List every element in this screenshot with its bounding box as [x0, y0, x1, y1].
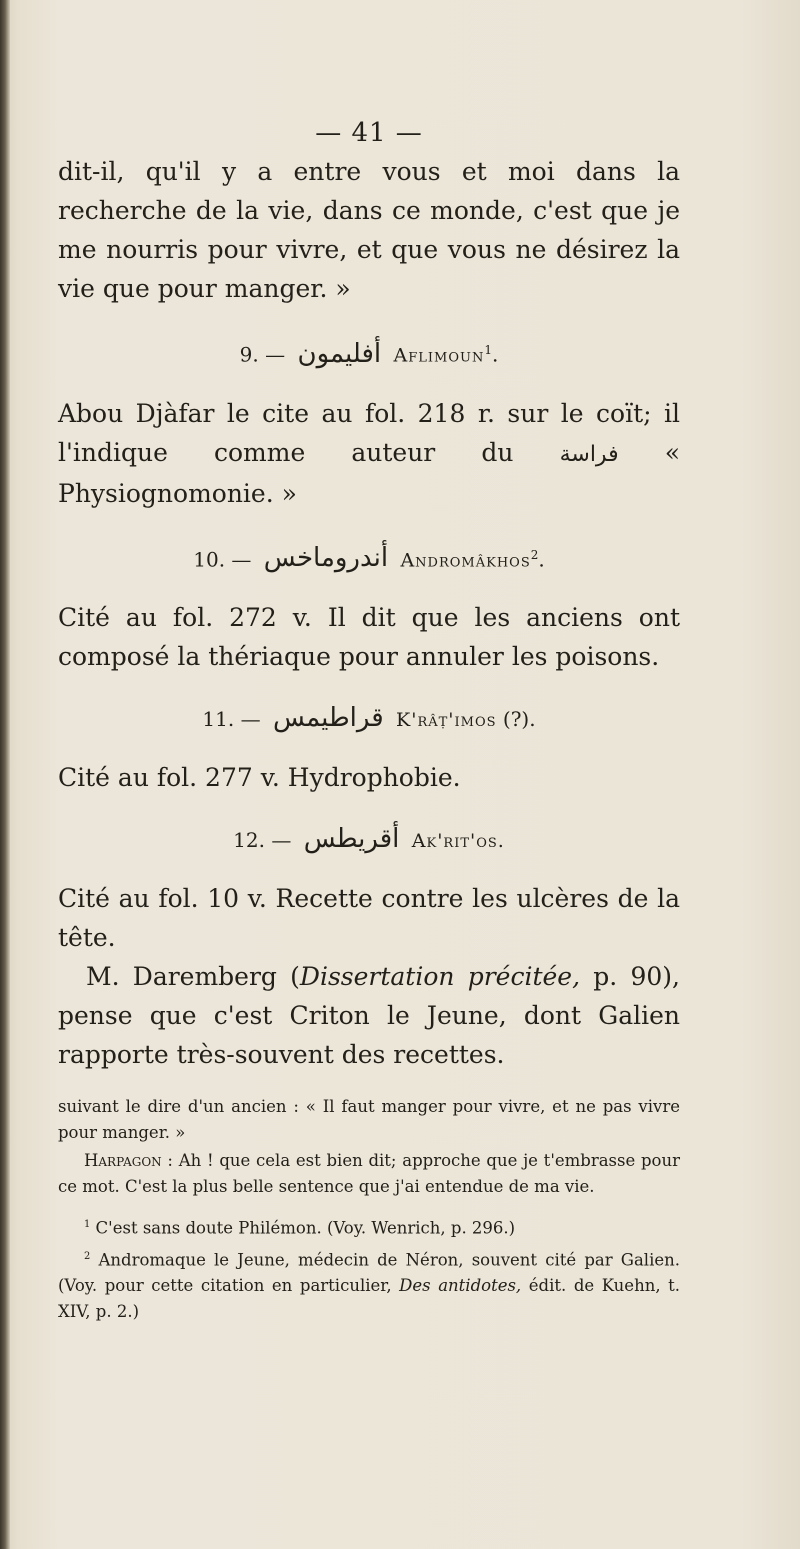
footnote-text: édit. de Kuehn, t. XIV, p. 2.) [58, 1276, 681, 1322]
page-number: — 41 — [315, 118, 423, 148]
footnote-harpagon [58, 1148, 680, 1200]
footnote-text: C'est sans doute Philémon. (Voy. Wenrich, p. 296.) [95, 1218, 516, 1238]
entry-arabic-name: أندروماخس [263, 543, 389, 574]
footnote-continued: suivant le dire d'un ancien : « Il faut manger pour vivre, et ne pas vivre pour manger. » [58, 1097, 680, 1143]
footnote-speaker: Harpagon [84, 1151, 162, 1171]
entry-text-11: Cité au fol. 277 v. Hydrophobie. [58, 763, 461, 793]
entry-arabic-name: أقريطس [303, 824, 400, 855]
entry-transliteration: Andromâkhos [400, 549, 531, 572]
entry-number: 12. — [233, 828, 292, 853]
entry-number: 9. — [239, 342, 286, 367]
entry-number: 10. — [193, 547, 252, 572]
inline-arabic-word: فراسة [559, 441, 619, 467]
entry-heading-11 [58, 698, 680, 740]
entry-text-part: Abou Djàfar le cite au fol. 218 r. sur le coït; il l'indique comme auteur du [58, 398, 680, 467]
entry-heading-12 [58, 819, 680, 861]
entry-text-12: Cité au fol. 10 v. Recette contre les ulcères de la tête. [58, 884, 680, 953]
footnote-text: Andromaque le Jeune, médecin de Néron, souvent cité par Galien. (Voy. pour cette citation en particulier, [58, 1250, 681, 1296]
page-binding-edge [0, 0, 10, 1549]
footnotes [58, 1094, 680, 1325]
entry-text-10: Cité au fol. 272 v. Il dit que les anciens ont composé la thériaque pour annuler les poisons. [58, 603, 680, 672]
entry-transliteration: Ak'rit'os. [411, 830, 505, 853]
daremberg-paragraph [58, 957, 680, 1074]
intro-paragraph: dit-il, qu'il y a entre vous et moi dans la recherche de la vie, dans ce monde, c'est que je me nourris pour vivre, et que vous ne désirez la vie que pour manger. » [58, 157, 680, 303]
footnote-text: : Ah ! que cela est bien dit; approche que je t'embrasse pour ce mot. C'est la plus belle sentence que j'ai entendue de ma vie. [58, 1151, 680, 1197]
footnote-ref: 2 [530, 547, 539, 562]
footnote-mark: 1 [84, 1219, 91, 1231]
entry-text-9 [58, 394, 680, 513]
entry-arabic-name: أفليمون [297, 338, 382, 369]
entry-heading-10: 10. — أندروماخس Andromâkhos$^2$. [193, 543, 545, 574]
daremberg-text: p. 90), pense que c'est Criton le Jeune, dont Galien rapporte très-souvent des recettes. [58, 962, 680, 1070]
entry-heading-9: 9. — أفليمون Aflimoun$^1$. [239, 338, 499, 369]
entry-query-mark: (?). [502, 707, 536, 732]
footnote-ref: 1 [484, 343, 492, 357]
footnote-mark: 2 [84, 1250, 91, 1262]
entry-transliteration: Aflimoun [393, 344, 485, 367]
entry-text-part: « Physiognomonie. » [58, 437, 681, 508]
entry-transliteration: K'râṭ'imos [396, 709, 497, 732]
footnote-italic-title: Des antidotes, [399, 1276, 522, 1296]
entry-arabic-name: قراطيمس [272, 703, 384, 734]
footnote-2 [58, 1244, 680, 1326]
entry-number: 11. — [202, 707, 261, 732]
daremberg-text: M. Daremberg ( [86, 962, 300, 992]
page-content [58, 118, 680, 1325]
footnote-1 [58, 1212, 680, 1242]
daremberg-italic-title: Dissertation précitée, [299, 962, 581, 992]
